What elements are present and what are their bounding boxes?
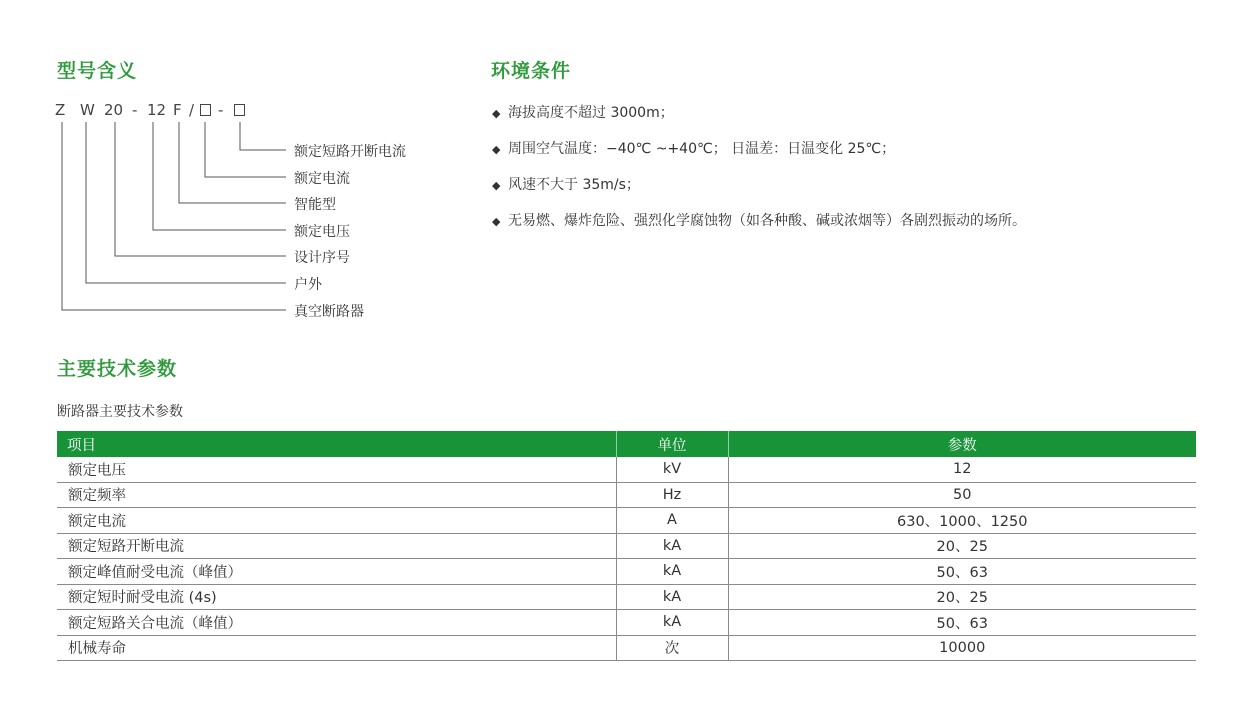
table-row: [57, 508, 1196, 534]
table-cell-item: 额定短时耐受电流 (4s): [57, 584, 616, 610]
table-header-row: [57, 431, 1196, 457]
diamond-icon: ◆: [492, 215, 501, 228]
code-part-20: 20: [104, 101, 124, 119]
legend-rated-voltage: 额定电压: [294, 224, 350, 240]
code-part-slash: /: [189, 101, 195, 119]
table-cell-value: 50: [728, 482, 1196, 508]
table-cell-item: 额定峰值耐受电流（峰值）: [57, 559, 616, 585]
table-cell-unit: kA: [616, 584, 728, 610]
list-item: ◆ 海拔高度不超过 3000m；: [492, 105, 674, 121]
table-cell-unit: kA: [616, 559, 728, 585]
code-part-z: Z: [55, 101, 66, 119]
table-cell-item: 额定电流: [57, 508, 616, 534]
leader-line-f: [179, 122, 286, 203]
parameters-table: [57, 431, 1196, 661]
column-header-unit: 单位: [616, 431, 728, 457]
code-part-dash-2: -: [218, 101, 224, 119]
table-cell-item: 额定频率: [57, 482, 616, 508]
table-cell-item: 额定短路开断电流: [57, 533, 616, 559]
model-meaning-heading: 型号含义: [57, 60, 138, 82]
table-cell-value: 12: [728, 457, 1196, 482]
list-item: ◆ 无易燃、爆炸危险、强烈化学腐蚀物（如各种酸、碱或浓烟等）各剧烈振动的场所。: [492, 213, 1026, 229]
legend-vacuum-circuit-breaker: 真空断路器: [294, 304, 364, 320]
column-header-value: 参数: [728, 431, 1196, 457]
table-cell-value: 50、63: [728, 610, 1196, 636]
table-row: [57, 610, 1196, 636]
leader-line-12: [153, 122, 286, 230]
list-item: ◆ 风速不大于 35m/s；: [492, 177, 640, 193]
list-item: ◆ 周围空气温度：−40℃ ~+40℃； 日温差：日温变化 25℃；: [492, 141, 896, 157]
table-row: [57, 533, 1196, 559]
table-row: [57, 635, 1196, 661]
table-cell-unit: kA: [616, 610, 728, 636]
main-parameters-heading: 主要技术参数: [57, 358, 178, 380]
table-cell-item: 机械寿命: [57, 635, 616, 661]
legend-outdoor: 户外: [294, 277, 322, 293]
leader-line-20: [115, 122, 286, 256]
table-row: [57, 457, 1196, 482]
legend-rated-current: 额定电流: [294, 171, 350, 187]
table-cell-unit: A: [616, 508, 728, 534]
code-part-w: W: [80, 101, 95, 119]
table-cell-unit: Hz: [616, 482, 728, 508]
table-cell-item: 额定电压: [57, 457, 616, 482]
environment-conditions-heading: 环境条件: [491, 60, 572, 82]
table-cell-value: 10000: [728, 635, 1196, 661]
diamond-icon: ◆: [492, 143, 501, 156]
table-cell-unit: 次: [616, 635, 728, 661]
code-part-dash-1: -: [132, 101, 138, 119]
table-caption: 断路器主要技术参数: [57, 404, 183, 420]
table-cell-item: 额定短路关合电流（峰值）: [57, 610, 616, 636]
table-cell-value: 50、63: [728, 559, 1196, 585]
environment-conditions-list: [492, 102, 1026, 246]
table-row: [57, 482, 1196, 508]
code-part-f: F: [173, 101, 182, 119]
legend-design-serial: 设计序号: [294, 250, 350, 266]
code-part-12: 12: [147, 101, 167, 119]
leader-line-box2: [240, 122, 286, 150]
legend-rated-short-circuit-breaking-current: 额定短路开断电流: [294, 144, 406, 160]
table-cell-value: 630、1000、1250: [728, 508, 1196, 534]
legend-intelligent-type: 智能型: [294, 197, 336, 213]
table-cell-value: 20、25: [728, 533, 1196, 559]
table-row: [57, 559, 1196, 585]
diamond-icon: ◆: [492, 107, 501, 120]
diamond-icon: ◆: [492, 179, 501, 192]
table-cell-value: 20、25: [728, 584, 1196, 610]
table-cell-unit: kV: [616, 457, 728, 482]
table-cell-unit: kA: [616, 533, 728, 559]
column-header-item: 项目: [57, 431, 616, 457]
table-row: [57, 584, 1196, 610]
